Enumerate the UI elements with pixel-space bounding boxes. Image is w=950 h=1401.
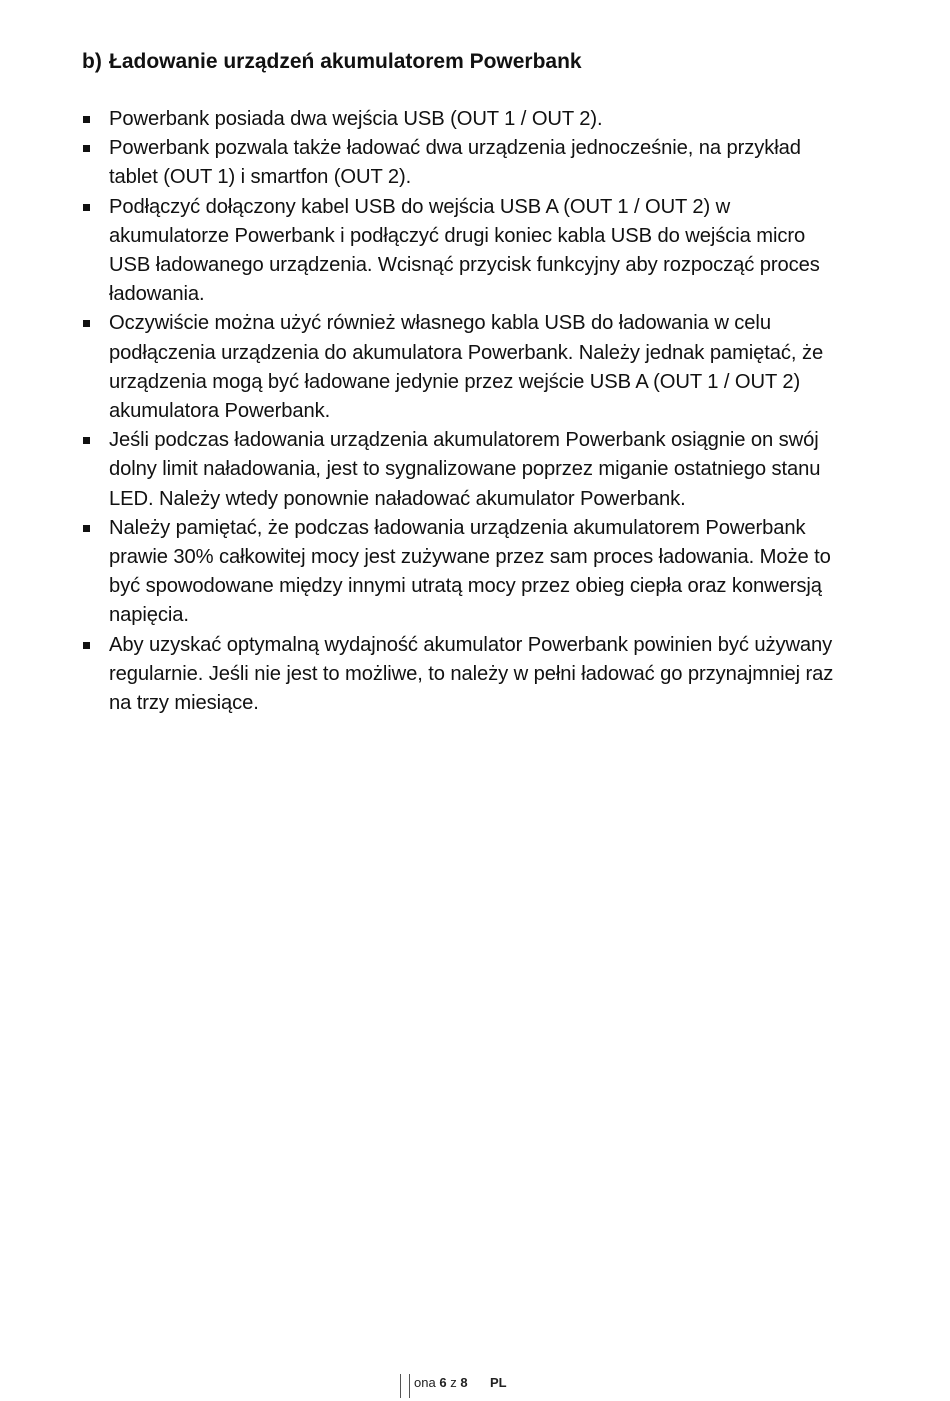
list-item <box>82 514 842 631</box>
list-item <box>82 426 842 514</box>
section-heading <box>82 47 842 77</box>
list-item <box>82 193 842 310</box>
page-separator: z <box>450 1375 457 1390</box>
list-item-text: Oczywiście można użyć również własnego kabla USB do ładowania w celu podłączenia urządzenia do akumulatora Powerbank. Należy jednak pamiętać, że urządzenia mogą być ładowane jedynie przez wejście USB A (OUT 1 / OUT 2) akumulatora Powerbank. <box>109 312 824 423</box>
page-prefix: ona <box>414 1375 436 1390</box>
page-current: 6 <box>439 1375 447 1390</box>
section-title: Ładowanie urządzeń akumulatorem Powerbank <box>109 50 582 73</box>
square-bullet-icon <box>83 525 90 532</box>
square-bullet-icon <box>83 145 90 152</box>
square-bullet-icon <box>83 320 90 327</box>
square-bullet-icon <box>83 642 90 649</box>
list-item-text: Jeśli podczas ładowania urządzenia akumulatorem Powerbank osiągnie on swój dolny limit naładowania, jest to sygnalizowane poprzez miganie ostatniego stanu LED. Należy wtedy ponownie naładować akumulator Powerbank. <box>109 429 821 510</box>
list-item-text: Powerbank posiada dwa wejścia USB (OUT 1 / OUT 2). <box>109 108 603 130</box>
list-item <box>82 134 842 192</box>
list-item-text: Należy pamiętać, że podczas ładowania urządzenia akumulatorem Powerbank prawie 30% całkowitej mocy jest zużywane przez sam proces ładowania. Może to być spowodowane między innymi utratą mocy przez obieg ciepła oraz konwersją napięcia. <box>109 516 831 627</box>
list-item-text: Podłączyć dołączony kabel USB do wejścia USB A (OUT 1 / OUT 2) w akumulatorze Powerbank i podłączyć drugi koniec kabla USB do wejścia micro USB ładowanego urządzenia. Wcisnąć przycisk funkcyjny aby rozpocząć proces ładowania. <box>109 195 820 306</box>
language-code: PL <box>490 1375 507 1390</box>
square-bullet-icon <box>83 116 90 123</box>
square-bullet-icon <box>83 437 90 444</box>
page-number <box>414 1374 468 1392</box>
bullet-list <box>82 105 842 718</box>
list-item <box>82 631 842 719</box>
page-footer <box>400 1372 540 1398</box>
list-item <box>82 105 842 134</box>
section-marker: b) <box>82 50 102 73</box>
list-item-text: Powerbank pozwala także ładować dwa urządzenia jednocześnie, na przykład tablet (OUT 1) i smartfon (OUT 2). <box>109 137 801 189</box>
brand-mark-icon <box>400 1374 410 1398</box>
square-bullet-icon <box>83 204 90 211</box>
page-total: 8 <box>460 1375 468 1390</box>
list-item <box>82 309 842 426</box>
list-item-text: Aby uzyskać optymalną wydajność akumulator Powerbank powinien być używany regularnie. Jeśli nie jest to możliwe, to należy w pełni ładować go przynajmniej raz na trzy miesiące. <box>109 633 834 715</box>
